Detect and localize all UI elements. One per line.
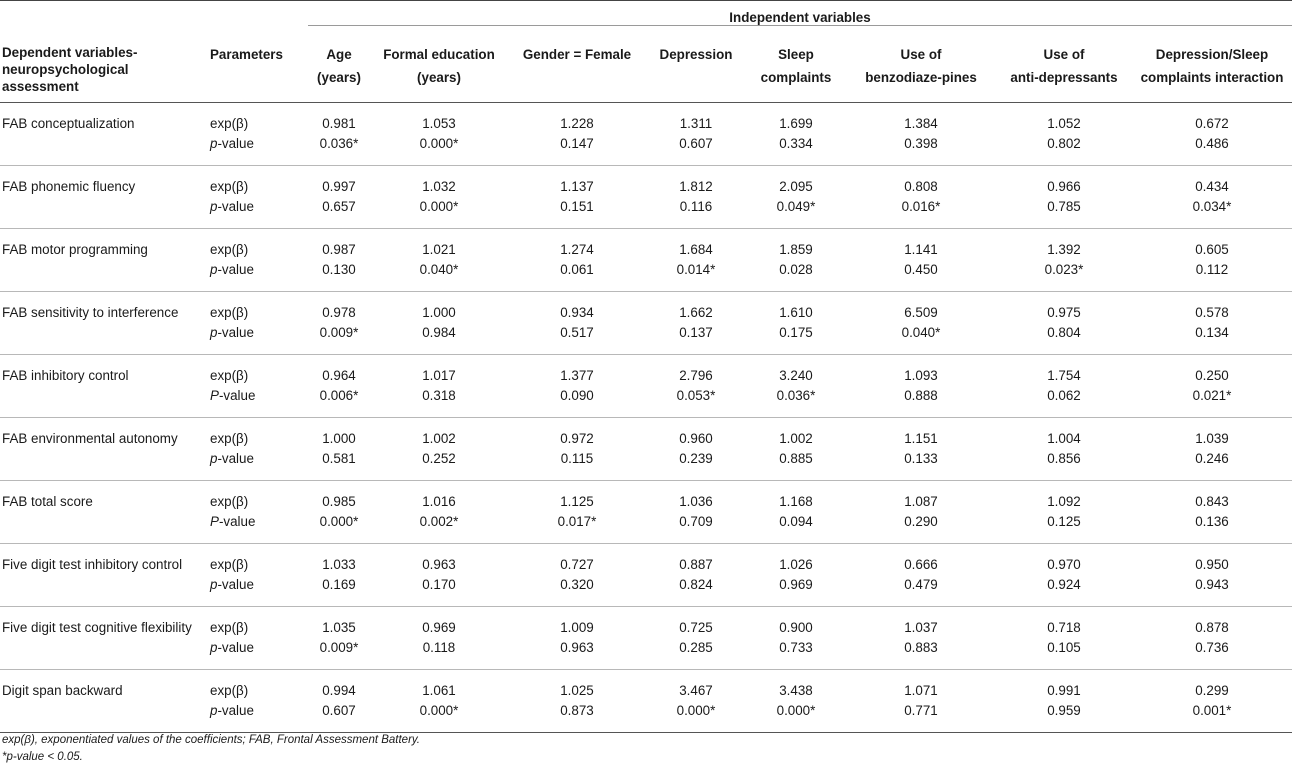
exp-value-cell: 1.754 <box>1047 368 1081 383</box>
p-value-cell: 0.885 <box>746 449 846 481</box>
p-value-cell: 0.006* <box>308 386 370 418</box>
p-value-cell: 0.607 <box>308 701 370 733</box>
exp-value-cell: 0.299 <box>1195 683 1229 698</box>
exp-value-cell: 0.991 <box>1047 683 1081 698</box>
parameter-p-value: p-value <box>208 260 308 292</box>
exp-value-cell: 1.009 <box>560 620 594 635</box>
exp-value-cell: 1.384 <box>904 116 938 131</box>
p-value-cell: 0.000* <box>370 701 508 733</box>
header-independent-4: Sleep complaints <box>746 38 846 103</box>
p-value-cell: 0.736 <box>1132 638 1292 670</box>
exp-value-cell: 0.878 <box>1195 620 1229 635</box>
p-value-cell: 0.479 <box>846 575 996 607</box>
exp-value-cell: 1.274 <box>560 242 594 257</box>
p-value-cell: 0.873 <box>508 701 646 733</box>
p-value-cell: 0.318 <box>370 386 508 418</box>
exp-value-cell: 0.987 <box>322 242 356 257</box>
exp-value-cell: 0.934 <box>560 305 594 320</box>
exp-value-cell: 1.071 <box>904 683 938 698</box>
parameter-p-value: p-value <box>208 197 308 229</box>
dependent-variable-name: FAB sensitivity to interference <box>2 305 179 320</box>
dependent-variable-name: Five digit test inhibitory control <box>2 557 183 572</box>
exp-value-cell: 0.994 <box>322 683 356 698</box>
parameter-p-value: p-value <box>208 134 308 166</box>
table-row <box>0 386 1292 418</box>
table-row <box>0 166 1292 198</box>
exp-value-cell: 3.467 <box>679 683 713 698</box>
exp-value-cell: 0.666 <box>904 557 938 572</box>
p-value-cell: 0.398 <box>846 134 996 166</box>
p-value-cell: 0.450 <box>846 260 996 292</box>
p-value-cell: 0.824 <box>646 575 746 607</box>
exp-value-cell: 1.137 <box>560 179 594 194</box>
table-row <box>0 103 1292 135</box>
exp-value-cell: 1.039 <box>1195 431 1229 446</box>
exp-value-cell: 1.052 <box>1047 116 1081 131</box>
p-value-cell: 0.090 <box>508 386 646 418</box>
p-value-cell: 0.000* <box>746 701 846 733</box>
table-row <box>0 355 1292 387</box>
exp-value-cell: 1.092 <box>1047 494 1081 509</box>
row-spacer <box>0 575 208 607</box>
parameter-p-value: p-value <box>208 323 308 355</box>
p-value-cell: 0.023* <box>996 260 1132 292</box>
exp-value-cell: 1.125 <box>560 494 594 509</box>
dependent-variable-name: FAB inhibitory control <box>2 368 129 383</box>
table-row <box>0 449 1292 481</box>
footnote-significance: *p-value < 0.05. <box>2 751 83 763</box>
group-header: Independent variables <box>308 1 1292 38</box>
p-value-cell: 0.062 <box>996 386 1132 418</box>
exp-value-cell: 0.997 <box>322 179 356 194</box>
header-parameters: Parameters <box>208 38 308 103</box>
p-value-cell: 0.151 <box>508 197 646 229</box>
parameter-exp: exp(β) <box>210 431 249 446</box>
exp-value-cell: 0.727 <box>560 557 594 572</box>
header-independent-2: Gender = Female <box>508 38 646 103</box>
exp-value-cell: 2.796 <box>679 368 713 383</box>
p-value-cell: 0.984 <box>370 323 508 355</box>
exp-value-cell: 2.095 <box>779 179 813 194</box>
dependent-variable-name: FAB total score <box>2 494 93 509</box>
exp-value-cell: 1.168 <box>779 494 813 509</box>
p-value-cell: 0.581 <box>308 449 370 481</box>
dependent-variable-name: FAB phonemic fluency <box>2 179 136 194</box>
parameter-exp: exp(β) <box>210 368 249 383</box>
p-value-cell: 0.125 <box>996 512 1132 544</box>
p-value-cell: 0.115 <box>508 449 646 481</box>
exp-value-cell: 1.033 <box>322 557 356 572</box>
exp-value-cell: 1.093 <box>904 368 938 383</box>
exp-value-cell: 0.578 <box>1195 305 1229 320</box>
p-value-cell: 0.607 <box>646 134 746 166</box>
exp-value-cell: 1.610 <box>779 305 813 320</box>
p-value-cell: 0.785 <box>996 197 1132 229</box>
parameter-exp: exp(β) <box>210 557 249 572</box>
p-value-cell: 0.116 <box>646 197 746 229</box>
exp-value-cell: 1.151 <box>904 431 938 446</box>
exp-value-cell: 0.950 <box>1195 557 1229 572</box>
header-independent-5: Use of benzodiaze-pines <box>846 38 996 103</box>
p-value-cell: 0.053* <box>646 386 746 418</box>
p-value-cell: 0.883 <box>846 638 996 670</box>
table-row <box>0 670 1292 702</box>
dependent-variable-name: FAB motor programming <box>2 242 148 257</box>
exp-value-cell: 0.963 <box>422 557 456 572</box>
exp-value-cell: 1.311 <box>679 116 713 131</box>
p-value-cell: 0.969 <box>746 575 846 607</box>
p-value-cell: 0.733 <box>746 638 846 670</box>
table-row <box>0 260 1292 292</box>
exp-value-cell: 0.718 <box>1047 620 1081 635</box>
exp-value-cell: 1.662 <box>679 305 713 320</box>
row-spacer <box>0 638 208 670</box>
p-value-cell: 0.169 <box>308 575 370 607</box>
exp-value-cell: 1.141 <box>904 242 938 257</box>
p-value-cell: 0.802 <box>996 134 1132 166</box>
p-value-cell: 0.285 <box>646 638 746 670</box>
header-independent-1: Formal education (years) <box>370 38 508 103</box>
table-row <box>0 512 1292 544</box>
p-value-cell: 0.118 <box>370 638 508 670</box>
header-spacer <box>0 1 308 38</box>
exp-value-cell: 0.250 <box>1195 368 1229 383</box>
parameter-exp: exp(β) <box>210 494 249 509</box>
exp-value-cell: 3.438 <box>779 683 813 698</box>
exp-value-cell: 1.087 <box>904 494 938 509</box>
p-value-cell: 0.137 <box>646 323 746 355</box>
p-value-cell: 0.856 <box>996 449 1132 481</box>
p-value-cell: 0.943 <box>1132 575 1292 607</box>
exp-value-cell: 0.843 <box>1195 494 1229 509</box>
p-value-cell: 0.771 <box>846 701 996 733</box>
row-spacer <box>0 449 208 481</box>
exp-value-cell: 1.684 <box>679 242 713 257</box>
parameter-exp: exp(β) <box>210 116 249 131</box>
p-value-cell: 0.000* <box>370 197 508 229</box>
p-value-cell: 0.034* <box>1132 197 1292 229</box>
p-value-cell: 0.517 <box>508 323 646 355</box>
p-value-cell: 0.021* <box>1132 386 1292 418</box>
table-row <box>0 544 1292 576</box>
row-spacer <box>0 701 208 733</box>
parameter-p-value: p-value <box>208 575 308 607</box>
exp-value-cell: 0.985 <box>322 494 356 509</box>
exp-value-cell: 0.960 <box>679 431 713 446</box>
p-value-cell: 0.028 <box>746 260 846 292</box>
table-row <box>0 701 1292 733</box>
exp-value-cell: 1.000 <box>322 431 356 446</box>
row-spacer <box>0 323 208 355</box>
p-value-cell: 0.963 <box>508 638 646 670</box>
table-row <box>0 575 1292 607</box>
footnotes <box>2 732 420 766</box>
parameter-exp: exp(β) <box>210 305 249 320</box>
table-row <box>0 418 1292 450</box>
exp-value-cell: 0.978 <box>322 305 356 320</box>
p-value-cell: 0.001* <box>1132 701 1292 733</box>
p-value-cell: 0.959 <box>996 701 1132 733</box>
header-independent-0: Age (years) <box>308 38 370 103</box>
row-spacer <box>0 386 208 418</box>
exp-value-cell: 1.021 <box>422 242 456 257</box>
exp-value-cell: 1.026 <box>779 557 813 572</box>
table-row <box>0 323 1292 355</box>
p-value-cell: 0.094 <box>746 512 846 544</box>
parameter-p-value: P-value <box>208 512 308 544</box>
p-value-cell: 0.175 <box>746 323 846 355</box>
exp-value-cell: 1.053 <box>422 116 456 131</box>
p-value-cell: 0.049* <box>746 197 846 229</box>
parameter-exp: exp(β) <box>210 683 249 698</box>
parameter-exp: exp(β) <box>210 179 249 194</box>
p-value-cell: 0.040* <box>846 323 996 355</box>
exp-value-cell: 1.017 <box>422 368 456 383</box>
exp-value-cell: 1.025 <box>560 683 594 698</box>
p-value-cell: 0.105 <box>996 638 1132 670</box>
exp-value-cell: 1.004 <box>1047 431 1081 446</box>
row-spacer <box>0 512 208 544</box>
header-dependent: Dependent variables- neuropsychological assessment <box>0 38 208 103</box>
p-value-cell: 0.170 <box>370 575 508 607</box>
p-value-cell: 0.036* <box>746 386 846 418</box>
p-value-cell: 0.888 <box>846 386 996 418</box>
table-row <box>0 292 1292 324</box>
p-value-cell: 0.009* <box>308 638 370 670</box>
p-value-cell: 0.147 <box>508 134 646 166</box>
dependent-variable-name: FAB conceptualization <box>2 116 135 131</box>
exp-value-cell: 1.000 <box>422 305 456 320</box>
row-spacer <box>0 260 208 292</box>
p-value-cell: 0.000* <box>370 134 508 166</box>
exp-value-cell: 3.240 <box>779 368 813 383</box>
exp-value-cell: 0.900 <box>779 620 813 635</box>
header-independent-3: Depression <box>646 38 746 103</box>
parameter-p-value: p-value <box>208 449 308 481</box>
dependent-variable-name: Five digit test cognitive flexibility <box>2 620 192 635</box>
exp-value-cell: 0.605 <box>1195 242 1229 257</box>
exp-value-cell: 1.032 <box>422 179 456 194</box>
row-spacer <box>0 197 208 229</box>
exp-value-cell: 6.509 <box>904 305 938 320</box>
parameter-p-value: p-value <box>208 701 308 733</box>
p-value-cell: 0.009* <box>308 323 370 355</box>
exp-value-cell: 1.016 <box>422 494 456 509</box>
exp-value-cell: 1.002 <box>779 431 813 446</box>
exp-value-cell: 0.887 <box>679 557 713 572</box>
table-row <box>0 197 1292 229</box>
exp-value-cell: 0.725 <box>679 620 713 635</box>
parameter-exp: exp(β) <box>210 242 249 257</box>
p-value-cell: 0.924 <box>996 575 1132 607</box>
p-value-cell: 0.804 <box>996 323 1132 355</box>
p-value-cell: 0.130 <box>308 260 370 292</box>
p-value-cell: 0.040* <box>370 260 508 292</box>
p-value-cell: 0.239 <box>646 449 746 481</box>
p-value-cell: 0.061 <box>508 260 646 292</box>
table-row <box>0 607 1292 639</box>
p-value-cell: 0.657 <box>308 197 370 229</box>
p-value-cell: 0.486 <box>1132 134 1292 166</box>
p-value-cell: 0.133 <box>846 449 996 481</box>
p-value-cell: 0.134 <box>1132 323 1292 355</box>
exp-value-cell: 0.972 <box>560 431 594 446</box>
exp-value-cell: 0.966 <box>1047 179 1081 194</box>
exp-value-cell: 1.859 <box>779 242 813 257</box>
p-value-cell: 0.320 <box>508 575 646 607</box>
p-value-cell: 0.252 <box>370 449 508 481</box>
exp-value-cell: 0.975 <box>1047 305 1081 320</box>
header-independent-7: Depression/Sleep complaints interaction <box>1132 38 1292 103</box>
exp-value-cell: 0.808 <box>904 179 938 194</box>
exp-value-cell: 1.037 <box>904 620 938 635</box>
p-value-cell: 0.014* <box>646 260 746 292</box>
p-value-cell: 0.290 <box>846 512 996 544</box>
p-value-cell: 0.036* <box>308 134 370 166</box>
exp-value-cell: 0.672 <box>1195 116 1229 131</box>
p-value-cell: 0.112 <box>1132 260 1292 292</box>
table-row <box>0 229 1292 261</box>
table-row <box>0 481 1292 513</box>
dependent-variable-name: Digit span backward <box>2 683 123 698</box>
p-value-cell: 0.000* <box>646 701 746 733</box>
exp-value-cell: 0.964 <box>322 368 356 383</box>
exp-value-cell: 0.970 <box>1047 557 1081 572</box>
exp-value-cell: 1.002 <box>422 431 456 446</box>
header-independent-6: Use of anti-depressants <box>996 38 1132 103</box>
p-value-cell: 0.017* <box>508 512 646 544</box>
exp-value-cell: 1.228 <box>560 116 594 131</box>
dependent-variable-name: FAB environmental autonomy <box>2 431 178 446</box>
exp-value-cell: 1.061 <box>422 683 456 698</box>
p-value-cell: 0.246 <box>1132 449 1292 481</box>
exp-value-cell: 1.392 <box>1047 242 1081 257</box>
exp-value-cell: 1.699 <box>779 116 813 131</box>
exp-value-cell: 1.035 <box>322 620 356 635</box>
exp-value-cell: 1.036 <box>679 494 713 509</box>
row-spacer <box>0 134 208 166</box>
footnote-abbreviations: exp(β), exponentiated values of the coefficients; FAB, Frontal Assessment Battery. <box>2 734 420 746</box>
parameter-exp: exp(β) <box>210 620 249 635</box>
p-value-cell: 0.000* <box>308 512 370 544</box>
p-value-cell: 0.136 <box>1132 512 1292 544</box>
p-value-cell: 0.002* <box>370 512 508 544</box>
exp-value-cell: 0.434 <box>1195 179 1229 194</box>
p-value-cell: 0.016* <box>846 197 996 229</box>
parameter-p-value: P-value <box>208 386 308 418</box>
p-value-cell: 0.334 <box>746 134 846 166</box>
exp-value-cell: 0.969 <box>422 620 456 635</box>
exp-value-cell: 1.812 <box>679 179 713 194</box>
exp-value-cell: 0.981 <box>322 116 356 131</box>
table-row <box>0 638 1292 670</box>
table-row <box>0 134 1292 166</box>
parameter-p-value: p-value <box>208 638 308 670</box>
exp-value-cell: 1.377 <box>560 368 594 383</box>
p-value-cell: 0.709 <box>646 512 746 544</box>
